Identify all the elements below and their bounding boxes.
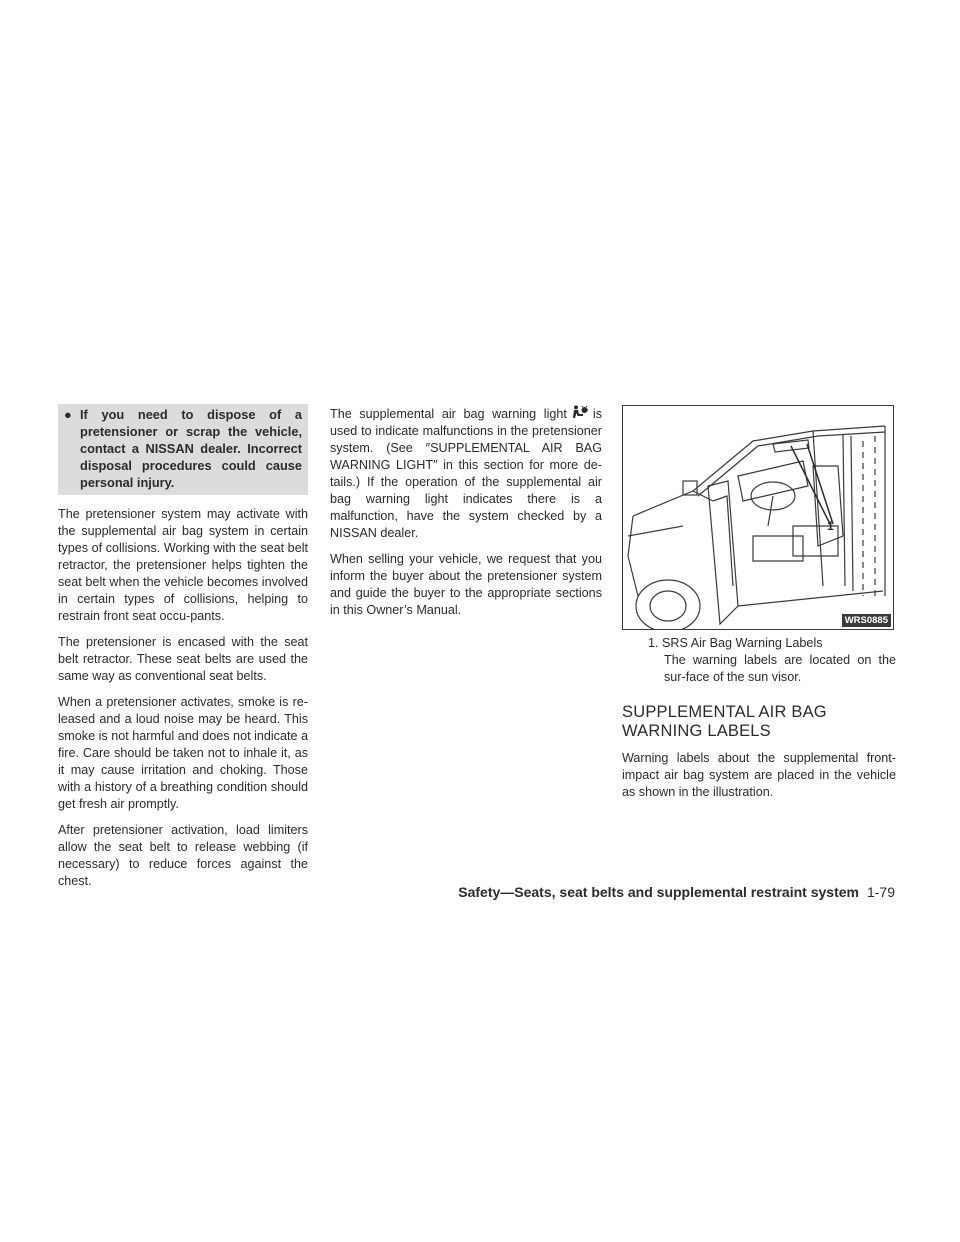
caption-item: 1. SRS Air Bag Warning Labels xyxy=(648,636,823,650)
paragraph: The pretensioner system may activate with the supplemental air bag system in certain types of collisions. Working with the seat belt retractor, the pretensioner helps tighten the seat belt when the vehicle becomes involved in certain types of collisions, helping to restrain front seat occu-pants. xyxy=(58,507,308,623)
bullet-icon: ● xyxy=(64,407,72,422)
paragraph: Warning labels about the supplemental front-impact air bag system are placed in the vehicle as shown in the illustration. xyxy=(622,751,896,799)
callout-number: 1 xyxy=(827,519,834,533)
paragraph: After pretensioner activation, load limiters allow the seat belt to release webbing (if necessary) to reduce forces against the chest. xyxy=(58,823,308,888)
column-right xyxy=(622,405,896,810)
paragraph: The pretensioner is encased with the seat belt retractor. These seat belts are used the same way as conventional seat belts. xyxy=(58,635,308,683)
heading-line2: WARNING LABELS xyxy=(622,722,771,740)
paragraph xyxy=(330,405,602,542)
text-before-icon: The supplemental air bag warning light xyxy=(330,407,567,421)
footer-title: Safety—Seats, seat belts and supplemental restraint system xyxy=(458,884,859,900)
warning-box xyxy=(58,404,308,495)
airbag-warning-light-icon xyxy=(571,405,589,419)
column-left xyxy=(58,405,308,899)
figure-code: WRS0885 xyxy=(842,614,891,627)
page-number: 1-79 xyxy=(866,884,895,900)
page-footer xyxy=(405,882,895,902)
paragraph: When selling your vehicle, we request that you inform the buyer about the pretensioner system and guide the buyer to the appropriate sections in this Owner’s Manual. xyxy=(330,552,602,617)
section-heading xyxy=(622,703,896,741)
caption-detail: The warning labels are located on the sur-face of the sun visor. xyxy=(664,653,896,684)
text-after-icon: is used to indicate malfunctions in the pretensioner system. (See ″SUPPLEMENTAL AIR BAG WARNING LIGHT″ in this section for more de-tails.) If the operation of the supplemental air bag warning light indicates there is a malfunction, have the system checked by a NISSAN dealer. xyxy=(330,407,602,540)
paragraph: When a pretensioner activates, smoke is re-leased and a loud noise may be heard. This smoke is not harmful and does not indicate a fire. Care should be taken not to inhale it, as it may cause irritation and choking. Those with a history of a breathing condition should get fresh air promptly. xyxy=(58,695,308,811)
heading-line1: SUPPLEMENTAL AIR BAG xyxy=(622,703,827,721)
column-middle xyxy=(330,405,602,628)
vehicle-illustration xyxy=(622,405,894,630)
figure-caption xyxy=(622,635,896,686)
warning-text: If you need to dispose of a pretensioner or scrap the vehicle, contact a NISSAN dealer. Incorrect disposal procedures could cause personal injury. xyxy=(80,407,302,490)
vehicle-drawing xyxy=(623,406,893,629)
